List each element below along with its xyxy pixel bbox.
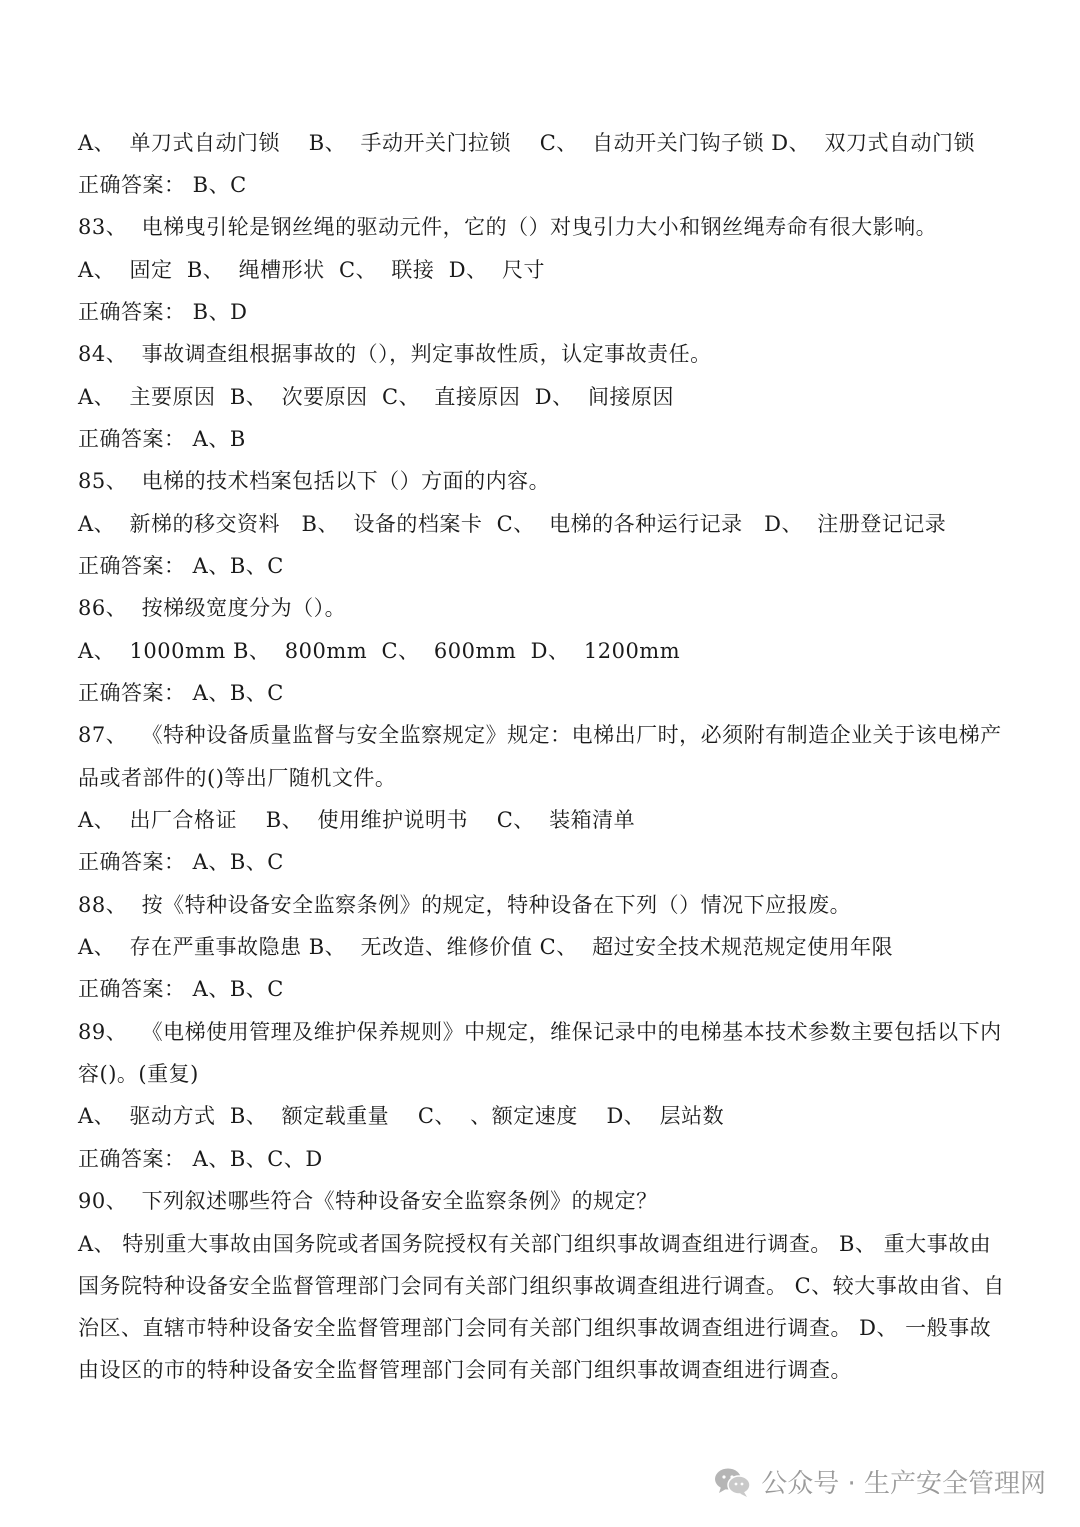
q88-question: 88、 按《特种设备安全监察条例》的规定，特种设备在下列（）情况下应报废。 (78, 893, 852, 917)
q84-options: A、 主要原因 B、 次要原因 C、 直接原因 D、 间接原因 (78, 385, 674, 409)
q90-question: 90、 下列叙述哪些符合《特种设备安全监察条例》的规定？ (78, 1189, 658, 1213)
q85-options: A、 新梯的移交资料 B、 设备的档案卡 C、 电梯的各种运行记录 D、 注册登记记录 (78, 512, 947, 536)
q82-answer: 正确答案： B、C (78, 173, 247, 197)
q90-options: A、 特别重大事故由国务院或者国务院授权有关部门组织事故调查组进行调查。 B、 重大事故由国务院特种设备安全监督管理部门会同有关部门组织事故调查组进行调查。 C、较大事故由省、自治区、直辖市特种设备安全监督管理部门会同有关部门组织事故调查组进行调查。 D、 一般事故由设区的市的特种设备安全监督管理部门会同有关部门组织事故调查组进行调查。 (78, 1232, 1005, 1382)
q82-options: A、 单刀式自动门锁 B、 手动开关门拉锁 C、 自动开关门钩子锁 D、 双刀式自动门锁 (78, 131, 975, 155)
q89-question-line2: 容()。(重复) (78, 1062, 199, 1086)
q88-options: A、 存在严重事故隐患 B、 无改造、维修价值 C、 超过安全技术规范规定使用年限 (78, 935, 894, 959)
wechat-icon (713, 1466, 753, 1498)
q86-question: 86、 按梯级宽度分为（）。 (78, 596, 347, 620)
q87-options: A、 出厂合格证 B、 使用维护说明书 C、 装箱清单 (78, 808, 636, 832)
q89-options: A、 驱动方式 B、 额定载重量 C、 、额定速度 D、 层站数 (78, 1104, 725, 1128)
q86-options: A、 1000mm B、 800mm C、 600mm D、 1200mm (78, 639, 681, 663)
q85-question: 85、 电梯的技术档案包括以下（）方面的内容。 (78, 469, 551, 493)
q87-question-line2: 品或者部件的()等出厂随机文件。 (78, 766, 397, 790)
q84-answer: 正确答案： A、B (78, 427, 246, 451)
q83-answer: 正确答案： B、D (78, 300, 248, 324)
watermark (713, 1463, 1046, 1500)
q83-question: 83、 电梯曳引轮是钢丝绳的驱动元件，它的（）对曳引力大小和钢丝绳寿命有很大影响。 (78, 215, 938, 239)
q87-answer: 正确答案： A、B、C (78, 850, 284, 874)
q84-question: 84、 事故调查组根据事故的（），判定事故性质，认定事故责任。 (78, 342, 712, 366)
watermark-text: 公众号 · 生产安全管理网 (761, 1469, 1046, 1499)
q89-answer: 正确答案： A、B、C、D (78, 1147, 323, 1171)
q88-answer: 正确答案： A、B、C (78, 977, 284, 1001)
q86-answer: 正确答案： A、B、C (78, 681, 284, 705)
q83-options: A、 固定 B、 绳槽形状 C、 联接 D、 尺寸 (78, 258, 545, 282)
q89-question-line1: 89、 《电梯使用管理及维护保养规则》中规定，维保记录中的电梯基本技术参数主要包括以下内 (78, 1020, 1002, 1044)
q87-question-line1: 87、 《特种设备质量监督与安全监察规定》规定：电梯出厂时，必须附有制造企业关于该电梯产 (78, 723, 1002, 747)
q85-answer: 正确答案： A、B、C (78, 554, 284, 578)
